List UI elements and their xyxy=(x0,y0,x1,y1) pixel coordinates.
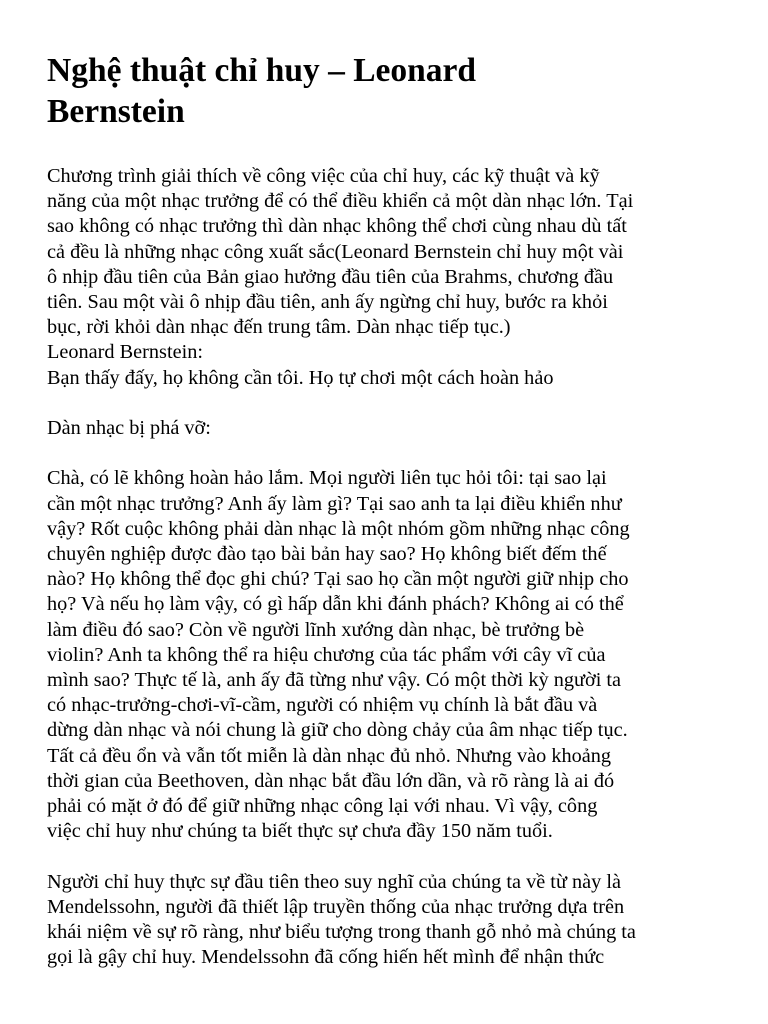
text-line: sao không có nhạc trưởng thì dàn nhạc không thể chơi cùng nhau dù tất xyxy=(47,215,627,238)
text-line: làm điều đó sao? Còn về người lĩnh xướng dàn nhạc, bè trưởng bè xyxy=(47,618,585,641)
paragraph-gap xyxy=(47,391,737,416)
text-line: dừng dàn nhạc và nói chung là giữ cho dòng chảy của âm nhạc tiếp tục. xyxy=(47,719,628,742)
text-line: có nhạc-trưởng-chơi-vĩ-cầm, người có nhiệm vụ chính là bắt đầu và xyxy=(47,694,598,717)
text-line: việc chỉ huy như chúng ta biết thực sự chưa đầy 150 năm tuổi. xyxy=(47,820,553,843)
text-line: Tất cả đều ổn và vẫn tốt miễn là dàn nhạc đủ nhỏ. Nhưng vào khoảng xyxy=(47,744,612,767)
text-line: chuyên nghiệp được đào tạo bài bản hay sao? Họ không biết đếm thế xyxy=(47,543,607,566)
orchestra-paragraph xyxy=(47,416,737,441)
paragraph-gap xyxy=(47,844,737,869)
text-line: Chương trình giải thích về công việc của chỉ huy, các kỹ thuật và kỹ xyxy=(47,165,600,187)
text-line: Mendelssohn, người đã thiết lập truyền thống của nhạc trưởng dựa trên xyxy=(47,895,625,918)
mendelssohn-paragraph xyxy=(47,870,737,971)
text-line: cả đều là những nhạc công xuất sắc(Leonard Bernstein chỉ huy một vài xyxy=(47,240,624,263)
document-body xyxy=(47,164,737,970)
intro-paragraph xyxy=(47,164,737,391)
text-line: cần một nhạc trưởng? Anh ấy làm gì? Tại sao anh ta lại điều khiển như xyxy=(47,492,622,515)
paragraph-gap xyxy=(47,441,737,466)
text-line: Bạn thấy đấy, họ không cần tôi. Họ tự chơi một cách hoàn hảo xyxy=(47,366,554,389)
title-line: Nghệ thuật chỉ huy – Leonard xyxy=(47,52,477,89)
text-line: tiên. Sau một vài ô nhịp đầu tiên, anh ấy ngừng chỉ huy, bước ra khỏi xyxy=(47,291,608,314)
text-line: họ? Và nếu họ làm vậy, có gì hấp dẫn khi đánh phách? Không ai có thể xyxy=(47,593,624,616)
document-title xyxy=(47,50,737,132)
text-line: khái niệm về sự rõ ràng, như biểu tượng trong thanh gỗ nhỏ mà chúng ta xyxy=(47,921,636,944)
text-line: phải có mặt ở đó để giữ những nhạc công lại với nhau. Vì vậy, công xyxy=(47,795,598,818)
text-line: mình sao? Thực tế là, anh ấy đã từng như vậy. Có một thời kỳ người ta xyxy=(47,669,622,692)
text-line: năng của một nhạc trưởng để có thể điều khiển cả một dàn nhạc lớn. Tại xyxy=(47,190,634,213)
text-line: Người chỉ huy thực sự đầu tiên theo suy nghĩ của chúng ta về từ này là xyxy=(47,870,621,893)
title-line: Bernstein xyxy=(47,93,185,130)
text-line: Chà, có lẽ không hoàn hảo lắm. Mọi người liên tục hỏi tôi: tại sao lại xyxy=(47,467,607,490)
text-line: violin? Anh ta không thể ra hiệu chương của tác phẩm với cây vĩ của xyxy=(47,643,606,666)
document-page xyxy=(47,50,737,970)
text-line: bục, rời khỏi dàn nhạc đến trung tâm. Dàn nhạc tiếp tục.) xyxy=(47,316,511,339)
text-line: thời gian của Beethoven, dàn nhạc bắt đầu lớn dần, và rõ ràng là ai đó xyxy=(47,769,615,792)
text-line: vậy? Rốt cuộc không phải dàn nhạc là một nhóm gồm những nhạc công xyxy=(47,517,630,540)
main-paragraph xyxy=(47,466,737,844)
text-line: Leonard Bernstein: xyxy=(47,341,204,364)
text-line: Dàn nhạc bị phá vỡ: xyxy=(47,417,211,440)
text-line: ô nhịp đầu tiên của Bản giao hưởng đầu tiên của Brahms, chương đầu xyxy=(47,265,614,288)
text-line: nào? Họ không thể đọc ghi chú? Tại sao họ cần một người giữ nhịp cho xyxy=(47,568,629,591)
text-line: gọi là gậy chỉ huy. Mendelssohn đã cống hiến hết mình để nhận thức xyxy=(47,946,605,969)
